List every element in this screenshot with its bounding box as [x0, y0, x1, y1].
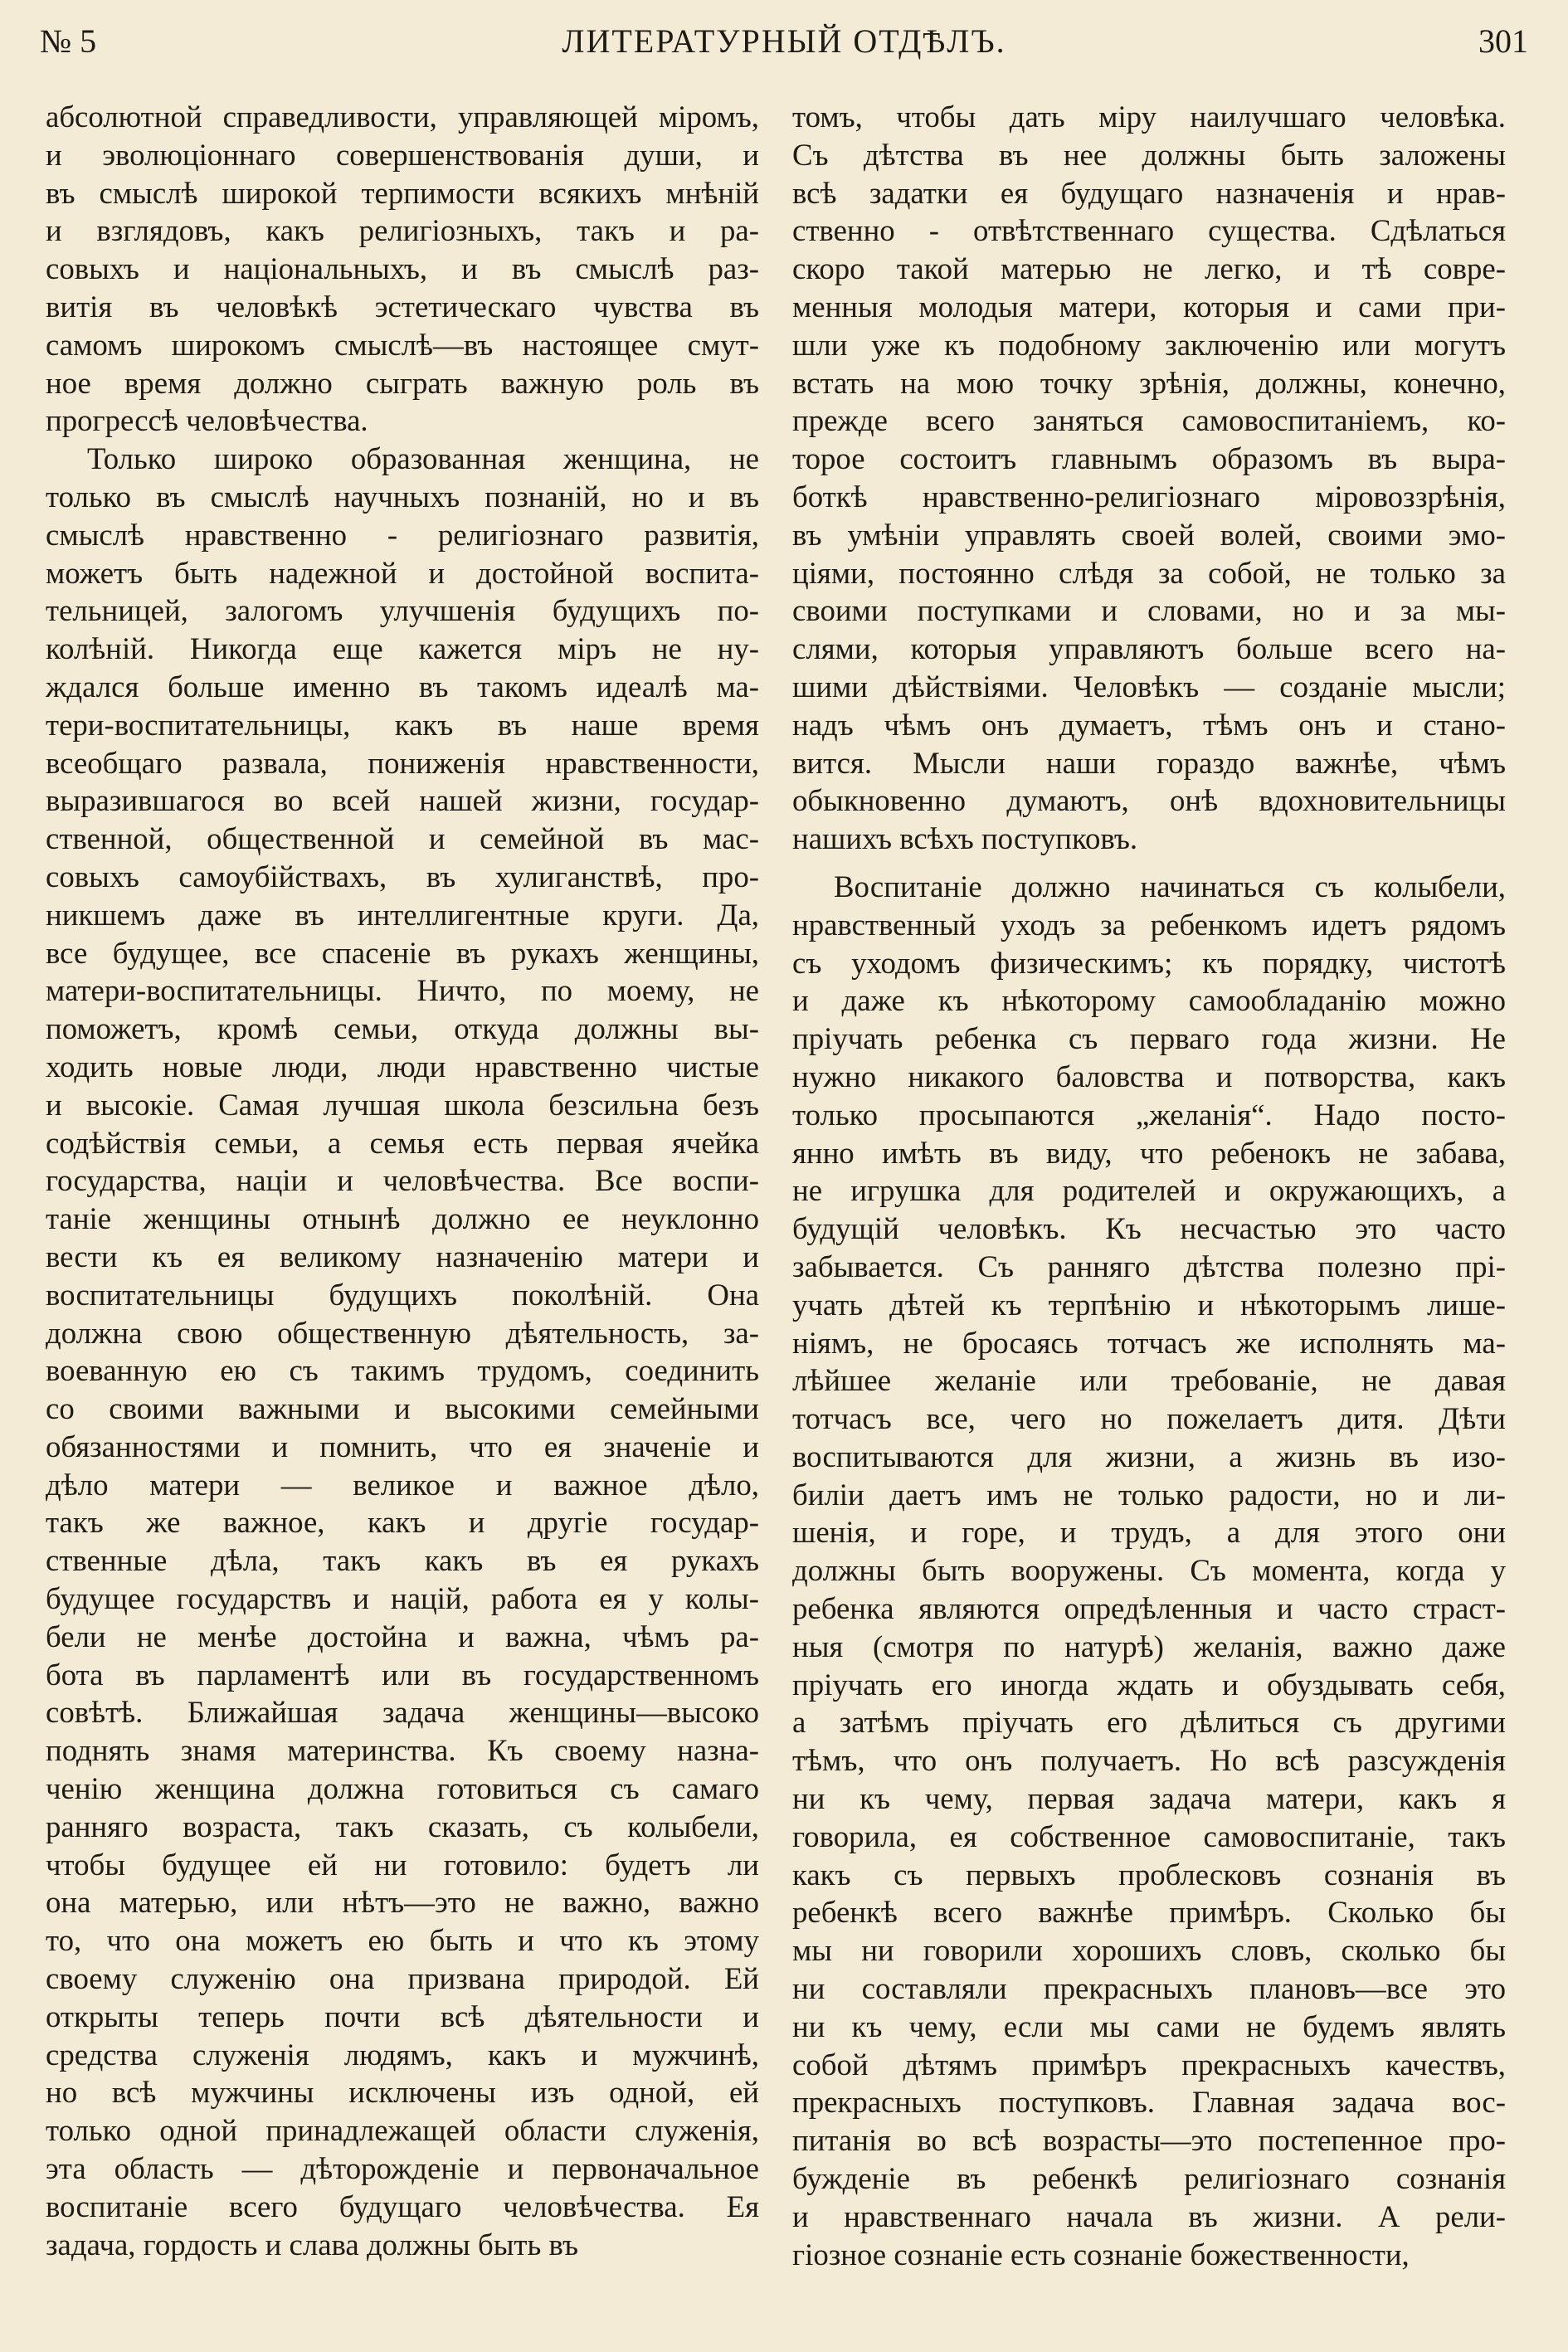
- text-line: всѣ задатки ея будущаго назначенія и нрав-: [792, 175, 1506, 210]
- text-line: ждался больше именно въ такомъ идеалѣ ма-: [46, 669, 759, 704]
- text-line: слями, которыя управляютъ больше всего на-: [792, 631, 1506, 666]
- text-line: поднять знамя материнства. Къ своему назна-: [46, 1733, 759, 1768]
- text-line: обязанностями и помнить, что ея значеніе и: [46, 1429, 759, 1463]
- text-line: торое состоитъ главнымъ образомъ въ выра-: [792, 441, 1506, 476]
- text-line: лѣйшее желаніе или требованіе, не давая: [792, 1363, 1506, 1398]
- paragraph: [792, 868, 1506, 2273]
- text-line: только просыпаются „желанія“. Надо посто-: [792, 1097, 1506, 1132]
- text-line: и эволюціоннаго совершенствованія души, и: [46, 137, 759, 172]
- text-line: будущій человѣкъ. Къ несчастью это часто: [792, 1211, 1506, 1246]
- text-line: выразившагося во всей нашей жизни, государ-: [46, 783, 759, 818]
- text-line: ни къ чему, первая задача матери, какъ я: [792, 1781, 1506, 1816]
- text-line: гіозное сознаніе есть сознаніе божественности,: [792, 2237, 1410, 2272]
- text-line: абсолютной справедливости, управляющей міромъ,: [46, 100, 759, 134]
- text-line: не игрушка для родителей и окружающихъ, а: [792, 1173, 1506, 1208]
- text-line: говорила, ея собственное самовоспитаніе, такъ: [792, 1819, 1506, 1853]
- text-line: бели не менѣе достойна и важна, чѣмъ ра-: [46, 1619, 759, 1653]
- text-line: менныя молодыя матери, которыя и сами при-: [792, 289, 1506, 324]
- text-line: содѣйствія семьи, а семья есть первая ячейка: [46, 1125, 759, 1160]
- text-line: только одной принадлежащей области служенія,: [46, 2113, 759, 2148]
- text-line: только въ смыслѣ научныхъ познаній, но и въ: [46, 479, 759, 514]
- text-line: совыхъ и національныхъ, и въ смыслѣ раз-: [46, 251, 759, 286]
- text-line: самомъ широкомъ смыслѣ—въ настоящее смут-: [46, 327, 759, 362]
- paragraph: [46, 440, 759, 2263]
- text-line: совѣтѣ. Ближайшая задача женщины—высоко: [46, 1695, 759, 1730]
- text-line: все будущее, все спасеніе въ рукахъ женщины,: [46, 935, 759, 970]
- text-line: шенія, и горе, и трудъ, а для этого они: [792, 1515, 1506, 1550]
- paragraph: [46, 98, 759, 440]
- text-line: должна свою общественную дѣятельность, за-: [46, 1315, 759, 1350]
- text-line: никшемъ даже въ интеллигентные круги. Да,: [46, 897, 759, 932]
- text-line: матери-воспитательницы. Ничто, по моему, не: [46, 973, 759, 1008]
- text-line: тельницей, залогомъ улучшенія будущихъ по-: [46, 593, 759, 628]
- text-line: вести къ ея великому назначенію матери и: [46, 1239, 759, 1273]
- text-line: ственно - отвѣтственнаго существа. Сдѣлаться: [792, 213, 1506, 248]
- text-line: Только широко образованная женщина, не: [87, 441, 759, 476]
- text-line: тотчасъ все, чего но пожелаетъ дитя. Дѣти: [792, 1401, 1506, 1436]
- text-line: обыкновенно думаютъ, онѣ вдохновительницы: [792, 783, 1506, 818]
- text-line: шли уже къ подобному заключенію или могутъ: [792, 327, 1506, 362]
- text-line: ственные дѣла, такъ какъ въ ея рукахъ: [46, 1543, 759, 1578]
- text-line: ребенкѣ всего важнѣе примѣръ. Сколько бы: [792, 1895, 1506, 1930]
- page-number: 301: [1478, 22, 1528, 60]
- text-line: янно имѣть въ виду, что ребенокъ не забава,: [792, 1135, 1506, 1170]
- text-line: со своими важными и высокими семейными: [46, 1391, 759, 1426]
- text-line: забывается. Съ ранняго дѣтства полезно прі-: [792, 1249, 1506, 1283]
- text-line: совыхъ самоубійствахъ, въ хулиганствѣ, про-: [46, 859, 759, 894]
- text-line: и взглядовъ, какъ религіозныхъ, такъ и ра-: [46, 213, 759, 248]
- text-line: въ смыслѣ широкой терпимости всякихъ мнѣній: [46, 175, 759, 210]
- text-line: ственной, общественной и семейной въ мас-: [46, 821, 759, 856]
- text-line: но всѣ мужчины исключены изъ одной, ей: [46, 2075, 759, 2110]
- text-line: биліи даетъ имъ не только радости, но и ли-: [792, 1477, 1506, 1512]
- section-title: ЛИТЕРАТУРНЫЙ ОТДѢЛЪ.: [562, 22, 1006, 60]
- text-line: тери-воспитательницы, какъ въ наше время: [46, 707, 759, 742]
- text-line: нравственный уходъ за ребенкомъ идетъ рядомъ: [792, 907, 1506, 942]
- text-line: прежде всего заняться самовоспитаніемъ, ко-: [792, 403, 1506, 438]
- text-line: витія въ человѣкѣ эстетическаго чувства въ: [46, 289, 759, 324]
- left-column: [46, 98, 759, 2263]
- text-line: бужденіе въ ребенкѣ религіознаго сознанія: [792, 2161, 1506, 2196]
- text-line: нужно никакого баловства и потворства, какъ: [792, 1059, 1506, 1093]
- text-line: Воспитаніе должно начинаться съ колыбели,: [834, 869, 1506, 903]
- text-line: чтобы будущее ей ни готовило: будетъ ли: [46, 1847, 759, 1882]
- text-line: воеванную ею съ такимъ трудомъ, соединить: [46, 1353, 759, 1388]
- text-line: будущее государствъ и націй, работа ея у колы-: [46, 1581, 759, 1616]
- text-line: ціями, постоянно слѣдя за собой, не только за: [792, 555, 1506, 590]
- text-line: такъ же важное, какъ и другіе государ-: [46, 1505, 759, 1540]
- text-line: воспитательницы будущихъ поколѣній. Она: [46, 1277, 759, 1312]
- text-line: ченію женщина должна готовиться съ самаго: [46, 1771, 759, 1806]
- text-line: прогрессѣ человѣчества.: [46, 403, 368, 438]
- text-line: ни составляли прекрасныхъ плановъ—все это: [792, 1971, 1506, 2006]
- text-line: воспитываются для жизни, а жизнь въ изо-: [792, 1439, 1506, 1473]
- text-line: тѣмъ, что онъ получаетъ. Но всѣ разсужденія: [792, 1743, 1506, 1778]
- text-line: воспитаніе всего будущаго человѣчества. Ея: [46, 2189, 759, 2223]
- text-line: средства служенія людямъ, какъ и мужчинѣ,: [46, 2037, 759, 2072]
- text-line: должны быть вооружены. Съ момента, когда у: [792, 1553, 1506, 1588]
- text-line: то, что она можетъ ею быть и что къ этому: [46, 1923, 759, 1958]
- text-line: встать на мою точку зрѣнія, должны, конечно,: [792, 365, 1506, 400]
- text-line: надъ чѣмъ онъ думаетъ, тѣмъ онъ и стано-: [792, 707, 1506, 742]
- text-line: пріучать его иногда ждать и обуздывать себя,: [792, 1667, 1506, 1702]
- text-line: вится. Мысли наши гораздо важнѣе, чѣмъ: [792, 745, 1506, 780]
- text-line: ранняго возраста, такъ сказать, съ колыбели,: [46, 1809, 759, 1843]
- text-line: и нравственнаго начала въ жизни. А рели-: [792, 2199, 1506, 2233]
- text-line: ныя (смотря по натурѣ) желанія, важно даже: [792, 1629, 1506, 1663]
- text-line: и высокіе. Самая лучшая школа безсильна безъ: [46, 1087, 759, 1122]
- text-line: съ уходомъ физическимъ; къ порядку, чистотѣ: [792, 945, 1506, 980]
- text-line: а затѣмъ пріучать его дѣлиться съ другими: [792, 1705, 1506, 1740]
- text-line: и даже къ нѣкоторому самообладанію можно: [792, 983, 1506, 1018]
- text-line: всеобщаго развала, пониженія нравственности,: [46, 745, 759, 780]
- text-line: ніямъ, не бросаясь тотчасъ же исполнять ма-: [792, 1325, 1506, 1360]
- text-line: ходить новые люди, люди нравственно чистые: [46, 1049, 759, 1083]
- right-column: [792, 98, 1506, 2273]
- text-line: скоро такой матерью не легко, и тѣ совре-: [792, 251, 1506, 286]
- text-line: открыты теперь почти всѣ дѣятельности и: [46, 1999, 759, 2033]
- text-line: въ умѣніи управлять своей волей, своими эмо-: [792, 517, 1506, 552]
- text-line: питанія во всѣ возрасты—это постепенное про-: [792, 2123, 1506, 2158]
- text-line: ное время должно сыграть важную роль въ: [46, 365, 759, 400]
- text-line: томъ, чтобы дать міру наилучшаго человѣка.: [792, 100, 1506, 134]
- text-line: эта область — дѣторожденіе и первоначальное: [46, 2151, 759, 2186]
- text-line: Съ дѣтства въ нее должны быть заложены: [792, 137, 1506, 172]
- paragraph: [792, 98, 1506, 858]
- text-line: пріучать ребенка съ перваго года жизни. Не: [792, 1021, 1506, 1056]
- text-line: ребенка являются опредѣленныя и часто страст-: [792, 1591, 1506, 1626]
- issue-number: № 5: [40, 22, 97, 60]
- text-line: учать дѣтей къ терпѣнію и нѣкоторымъ лише-: [792, 1287, 1506, 1322]
- text-line: какъ съ первыхъ проблесковъ сознанія въ: [792, 1857, 1506, 1892]
- text-line: собой дѣтямъ примѣръ прекрасныхъ качествъ,: [792, 2047, 1506, 2082]
- text-line: поможетъ, кромѣ семьи, откуда должны вы-: [46, 1011, 759, 1046]
- text-line: государства, націи и человѣчества. Все воспи-: [46, 1163, 759, 1198]
- text-line: нашихъ всѣхъ поступковъ.: [792, 821, 1138, 856]
- text-line: своими поступками и словами, но и за мы-: [792, 593, 1506, 628]
- text-line: можетъ быть надежной и достойной воспита-: [46, 555, 759, 590]
- text-line: дѣло матери — великое и важное дѣло,: [46, 1467, 759, 1502]
- text-line: колѣній. Никогда еще кажется міръ не ну-: [46, 631, 759, 666]
- text-line: ни къ чему, если мы сами не будемъ являть: [792, 2009, 1506, 2043]
- text-line: шими дѣйствіями. Человѣкъ — созданіе мысли;: [792, 669, 1506, 704]
- page-header: [40, 18, 1528, 65]
- text-line: смыслѣ нравственно - религіознаго развитія,: [46, 517, 759, 552]
- text-line: таніе женщины отнынѣ должно ее неуклонно: [46, 1201, 759, 1236]
- text-line: она матерью, или нѣтъ—это не важно, важно: [46, 1885, 759, 1920]
- text-line: боткѣ нравственно-религіознаго міровоззрѣнія,: [792, 479, 1506, 514]
- text-line: мы ни говорили хорошихъ словъ, сколько бы: [792, 1933, 1506, 1968]
- text-line: прекрасныхъ поступковъ. Главная задача вос-: [792, 2085, 1506, 2120]
- text-line: задача, гордость и слава должны быть въ: [46, 2227, 578, 2262]
- text-line: своему служенію она призвана природой. Ей: [46, 1961, 759, 1996]
- text-line: бота въ парламентѣ или въ государственномъ: [46, 1657, 759, 1692]
